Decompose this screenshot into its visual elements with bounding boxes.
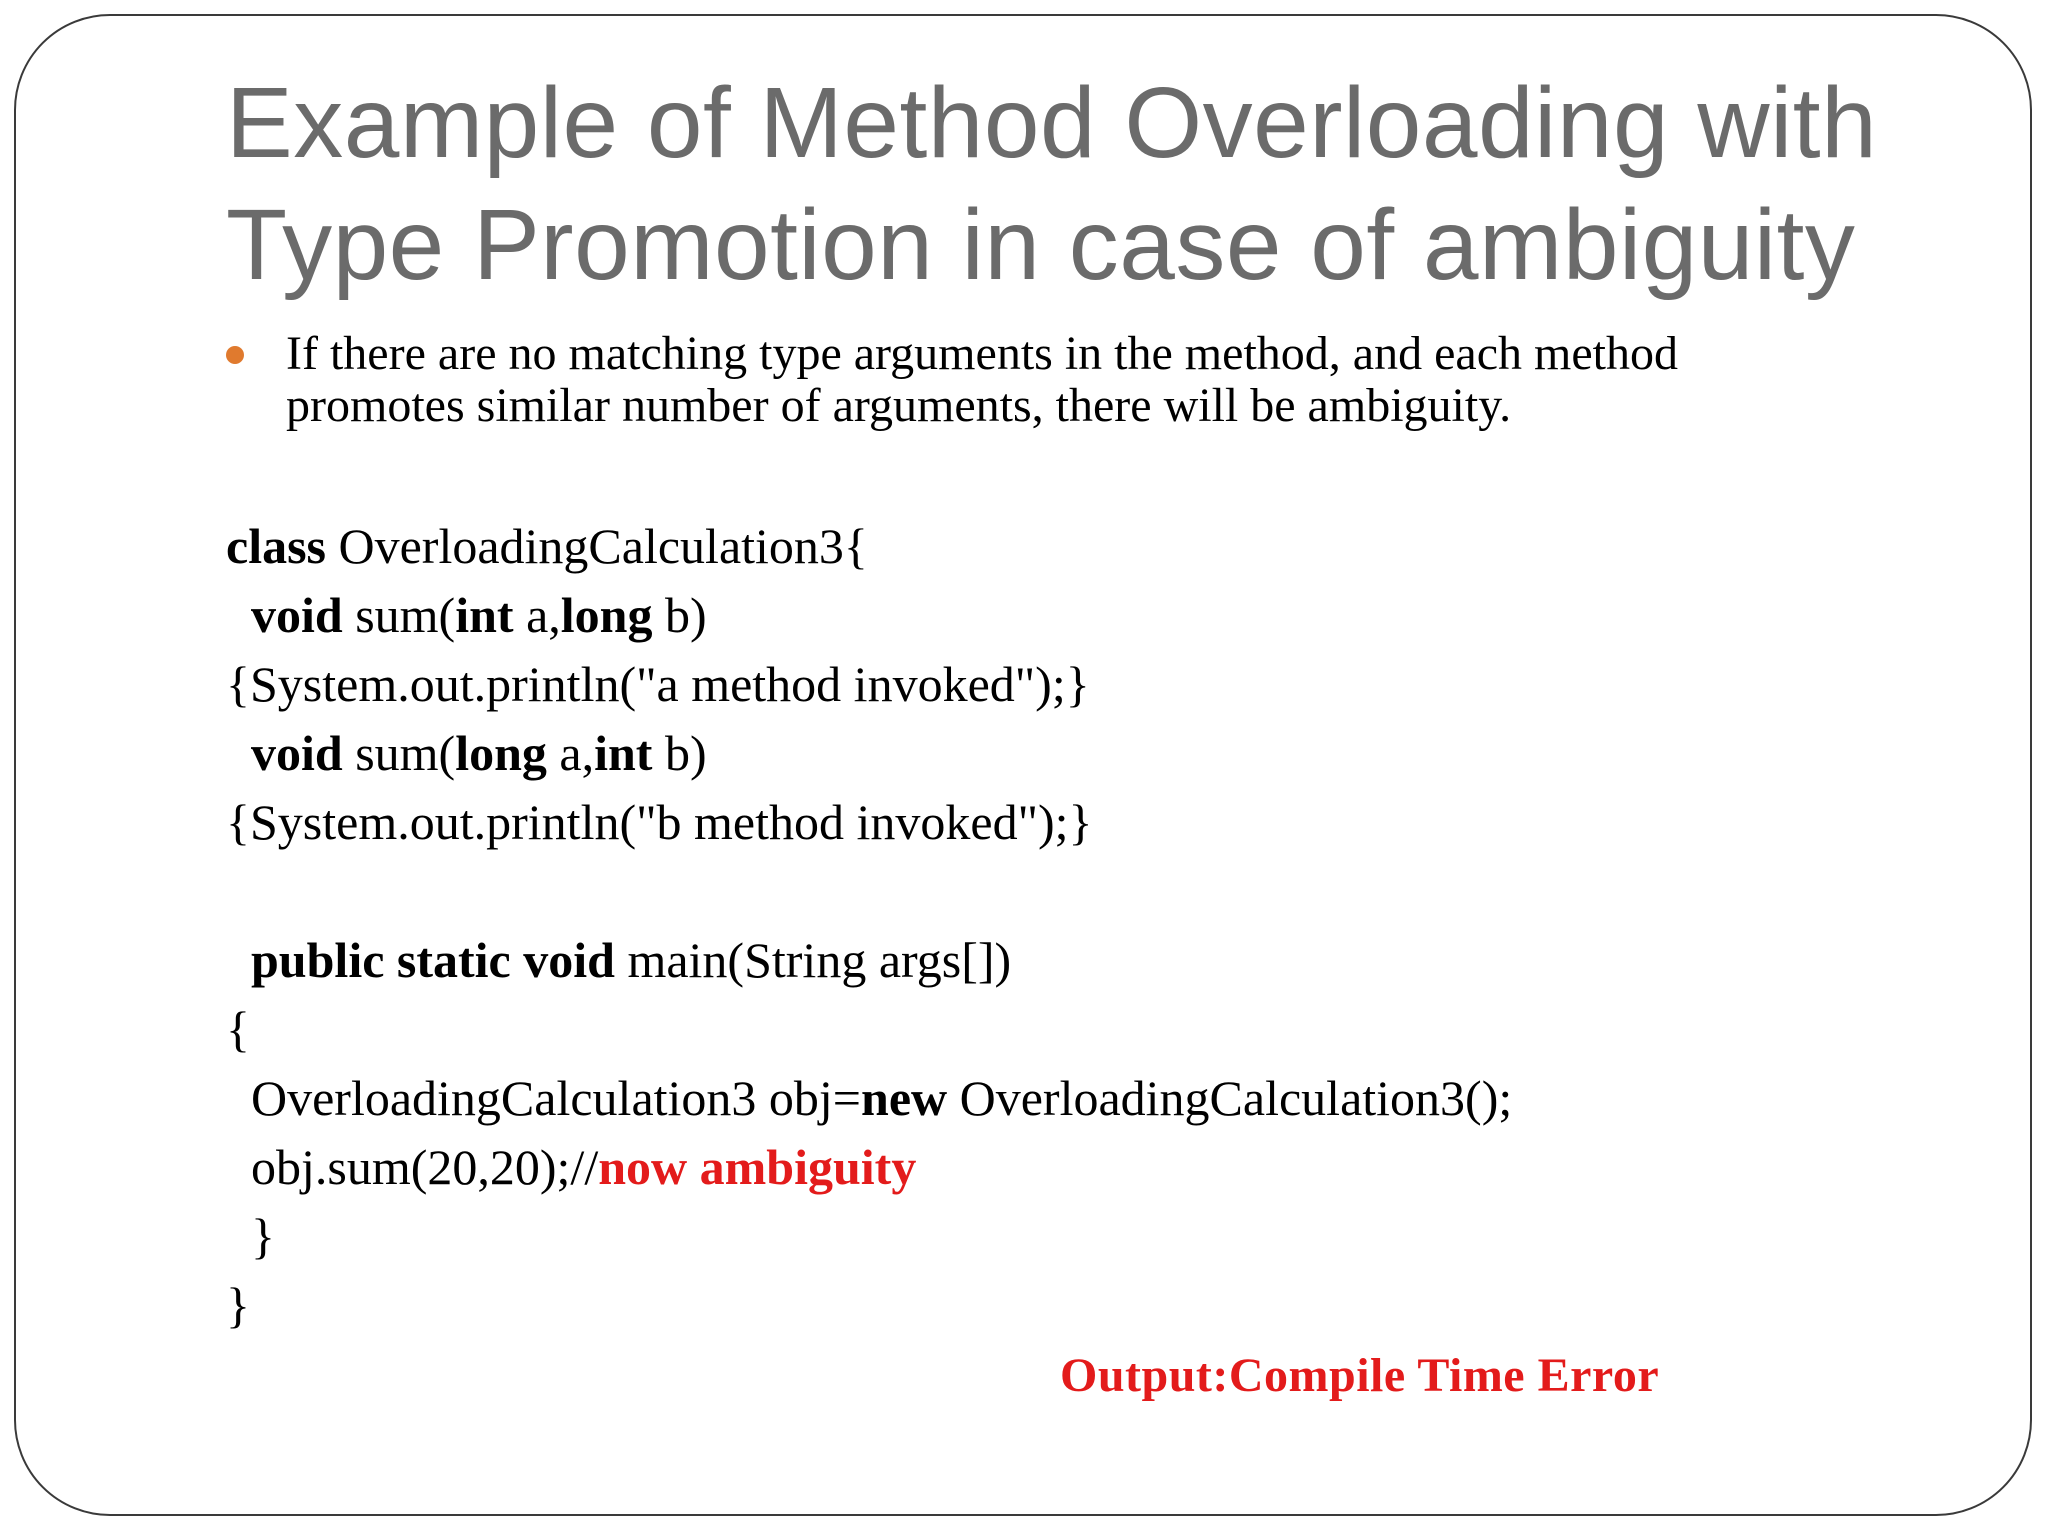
- title-line-1: Example of Method Overloading with: [226, 67, 1878, 179]
- code-line-5: {System.out.println("b method invoked");}: [226, 794, 1093, 850]
- output-label: Output:Compile Time Error: [1060, 1349, 1660, 1402]
- code-line-2: [226, 581, 1512, 650]
- slide-title: [226, 62, 1926, 306]
- keyword: long: [455, 725, 547, 781]
- code-text: OverloadingCalculation3{: [326, 518, 868, 574]
- code-line-12: }: [226, 1277, 250, 1333]
- bullet-line-1: If there are no matching type arguments in the method, and each method: [286, 327, 1678, 380]
- keyword: class: [226, 518, 326, 574]
- code-line-4: [226, 719, 1512, 788]
- code-comment-highlight: now ambiguity: [598, 1139, 917, 1195]
- code-indent: [226, 587, 251, 643]
- keyword: int: [594, 725, 653, 781]
- code-text: a,: [513, 587, 561, 643]
- keyword: long: [560, 587, 653, 643]
- keyword: int: [455, 587, 514, 643]
- keyword: new: [861, 1070, 948, 1126]
- code-text: obj.sum(20,20);//: [226, 1139, 599, 1195]
- code-line-11: }: [226, 1208, 275, 1264]
- code-line-9: [226, 1064, 1512, 1133]
- code-text: main(String args[]): [614, 932, 1012, 988]
- code-text: a,: [546, 725, 595, 781]
- code-line-3: {System.out.println("a method invoked");}: [226, 656, 1090, 712]
- keyword: public static void: [251, 932, 615, 988]
- code-indent: [226, 932, 251, 988]
- title-line-2: Type Promotion in case of ambiguity: [226, 189, 1856, 301]
- code-line-8: {: [226, 1001, 250, 1057]
- keyword: void: [251, 725, 343, 781]
- code-text: b): [652, 587, 707, 643]
- code-text: OverloadingCalculation3 obj=: [226, 1070, 862, 1126]
- code-line-7: [226, 926, 1512, 995]
- code-line-10: [226, 1133, 1512, 1202]
- code-text: sum(: [342, 725, 456, 781]
- code-line-1: [226, 512, 1512, 581]
- code-text: OverloadingCalculation3();: [947, 1070, 1513, 1126]
- bullet-text: [286, 328, 1678, 432]
- code-text: b): [652, 725, 707, 781]
- bullet-line-2: promotes similar number of arguments, there will be ambiguity.: [286, 379, 1512, 432]
- keyword: void: [251, 587, 343, 643]
- code-block: [226, 512, 1512, 1340]
- code-line-6: [226, 857, 1512, 926]
- code-text: sum(: [342, 587, 456, 643]
- code-indent: [226, 725, 251, 781]
- bullet-dot-icon: [226, 346, 244, 364]
